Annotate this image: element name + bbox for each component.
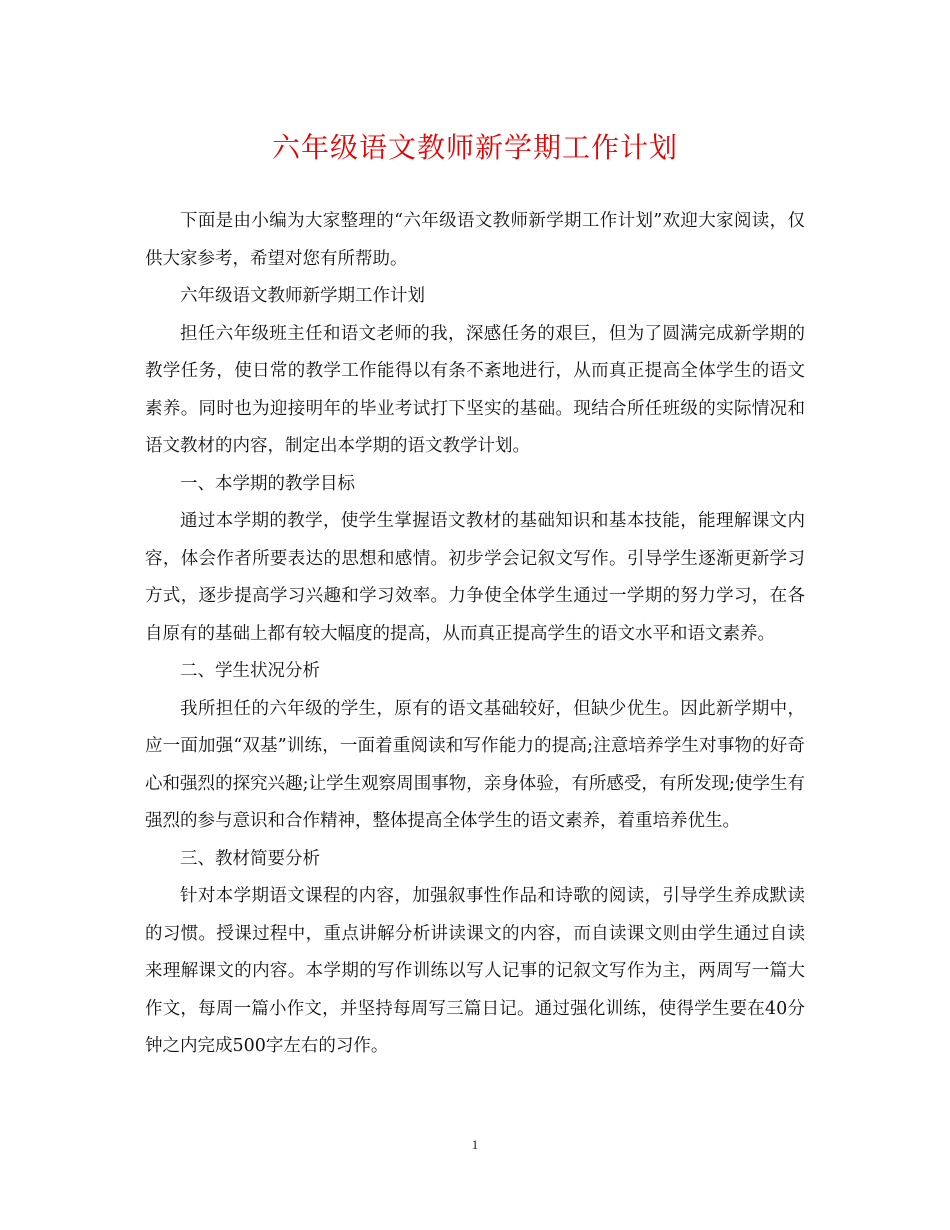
subtitle-paragraph: 六年级语文教师新学期工作计划 — [180, 286, 425, 306]
section-heading-students: 二、学生状况分析 — [180, 661, 320, 681]
page-number: 1 — [471, 1137, 479, 1152]
opening-paragraph: 担任六年级班主任和语文老师的我，深感任务的艰巨，但为了圆满完成新学期的教学任务，使日常的教学工作能得以有条不紊地进行，从而真正提高全体学生的语文素养。同时也为迎接明年的毕业考试打下坚实的基础。现结合所任班级的实际情况和语文教材的内容，制定出本学期的语文教学计划。 — [145, 323, 805, 456]
students-paragraph: 我所担任的六年级的学生，原有的语文基础较好，但缺少优生。因此新学期中，应一面加强“双基”训练，一面着重阅读和写作能力的提高;注意培养学生对事物的好奇心和强烈的探究兴趣;让学生观察周围事物，亲身体验，有所感受，有所发现;使学生有强烈的参与意识和合作精神，整体提高全体学生的语文素养，着重培养优生。 — [145, 698, 805, 831]
intro-paragraph: 下面是由小编为大家整理的“六年级语文教师新学期工作计划”欢迎大家阅读，仅供大家参考，希望对您有所帮助。 — [145, 211, 805, 269]
section-heading-materials: 三、教材简要分析 — [180, 848, 320, 869]
section-heading-goals: 一、本学期的教学目标 — [180, 473, 355, 494]
page-title: 六年级语文教师新学期工作计划 — [271, 131, 678, 164]
document-body — [145, 203, 805, 1066]
goals-paragraph: 通过本学期的教学，使学生掌握语文教材的基础知识和基本技能，能理解课文内容，体会作者所要表达的思想和感情。初步学会记叙文写作。引导学生逐渐更新学习方式，逐步提高学习兴趣和学习效率。力争使全体学生通过一学期的努力学习，在各自原有的基础上都有较大幅度的提高，从而真正提高学生的语文水平和语文素养。 — [145, 511, 805, 644]
materials-paragraph: 针对本学期语文课程的内容，加强叙事性作品和诗歌的阅读，引导学生养成默读的习惯。授课过程中，重点讲解分析讲读课文的内容，而自读课文则由学生通过自读来理解课文的内容。本学期的写作训练以写人记事的记叙文写作为主，两周写一篇大作文，每周一篇小作文，并坚持每周写三篇日记。通过强化训练，使得学生要在40分钟之内完成500字左右的习作。 — [145, 886, 805, 1056]
